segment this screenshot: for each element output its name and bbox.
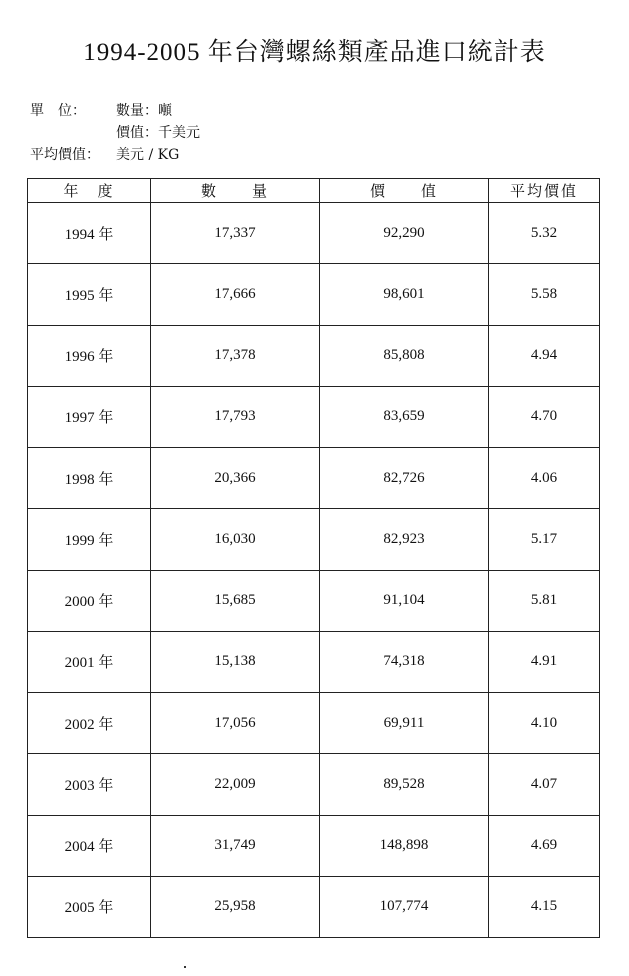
cell-quantity: 31,749 (151, 815, 320, 876)
table-header-row (28, 179, 600, 203)
page-title: 1994-2005 年台灣螺絲類產品進口統計表 (83, 39, 546, 66)
cell-average: 4.70 (489, 386, 600, 447)
cell-value: 148,898 (320, 815, 489, 876)
cell-year: 1997 年 (28, 386, 151, 447)
cell-quantity: 17,056 (151, 693, 320, 754)
cell-average: 4.07 (489, 754, 600, 815)
cell-quantity: 15,138 (151, 631, 320, 692)
table-row (28, 325, 600, 386)
cell-value: 91,104 (320, 570, 489, 631)
header-year: 年 度 (28, 179, 151, 203)
cell-average: 4.69 (489, 815, 600, 876)
cell-average: 4.91 (489, 631, 600, 692)
cell-average: 4.94 (489, 325, 600, 386)
units-row-average (30, 144, 200, 166)
cell-quantity: 15,685 (151, 570, 320, 631)
cell-quantity: 20,366 (151, 448, 320, 509)
cell-average: 4.06 (489, 448, 600, 509)
units-row-quantity (30, 100, 200, 122)
cell-year: 1994 年 (28, 203, 151, 264)
cell-year: 1995 年 (28, 264, 151, 325)
cell-year: 1998 年 (28, 448, 151, 509)
cell-average: 5.58 (489, 264, 600, 325)
table-row (28, 631, 600, 692)
header-quantity: 數 量 (151, 179, 320, 203)
unit-quantity: 數量：噸 (116, 103, 172, 119)
import-statistics-table (27, 178, 600, 938)
cell-value: 92,290 (320, 203, 489, 264)
cell-value: 89,528 (320, 754, 489, 815)
cell-year: 1996 年 (28, 325, 151, 386)
cell-year: 2003 年 (28, 754, 151, 815)
cell-value: 98,601 (320, 264, 489, 325)
table-row (28, 693, 600, 754)
units-note (30, 100, 200, 166)
table-row (28, 203, 600, 264)
cell-average: 5.81 (489, 570, 600, 631)
unit-value: 價值：千美元 (116, 125, 200, 141)
cell-quantity: 17,666 (151, 264, 320, 325)
cell-value: 82,923 (320, 509, 489, 570)
cell-value: 74,318 (320, 631, 489, 692)
cell-value: 107,774 (320, 876, 489, 937)
avg-label: 平均價值： (30, 147, 100, 163)
header-value: 價 值 (320, 179, 489, 203)
header-average-value: 平均價值 (489, 179, 600, 203)
cell-average: 4.10 (489, 693, 600, 754)
table-row (28, 570, 600, 631)
cell-year: 2005 年 (28, 876, 151, 937)
scan-speck (184, 966, 186, 968)
table-row (28, 815, 600, 876)
cell-quantity: 17,378 (151, 325, 320, 386)
cell-quantity: 17,337 (151, 203, 320, 264)
cell-year: 2004 年 (28, 815, 151, 876)
cell-year: 2002 年 (28, 693, 151, 754)
cell-year: 1999 年 (28, 509, 151, 570)
cell-quantity: 25,958 (151, 876, 320, 937)
cell-quantity: 16,030 (151, 509, 320, 570)
avg-unit: 美元 / KG (116, 147, 180, 163)
cell-value: 85,808 (320, 325, 489, 386)
cell-value: 82,726 (320, 448, 489, 509)
table-row (28, 754, 600, 815)
units-row-value (30, 122, 200, 144)
cell-year: 2000 年 (28, 570, 151, 631)
cell-year: 2001 年 (28, 631, 151, 692)
unit-label: 單 位： (30, 103, 86, 119)
cell-value: 83,659 (320, 386, 489, 447)
table-row (28, 876, 600, 937)
cell-average: 5.17 (489, 509, 600, 570)
table-row (28, 509, 600, 570)
table-row (28, 264, 600, 325)
cell-value: 69,911 (320, 693, 489, 754)
cell-quantity: 17,793 (151, 386, 320, 447)
cell-average: 5.32 (489, 203, 600, 264)
cell-quantity: 22,009 (151, 754, 320, 815)
table-row (28, 448, 600, 509)
table-row (28, 386, 600, 447)
cell-average: 4.15 (489, 876, 600, 937)
